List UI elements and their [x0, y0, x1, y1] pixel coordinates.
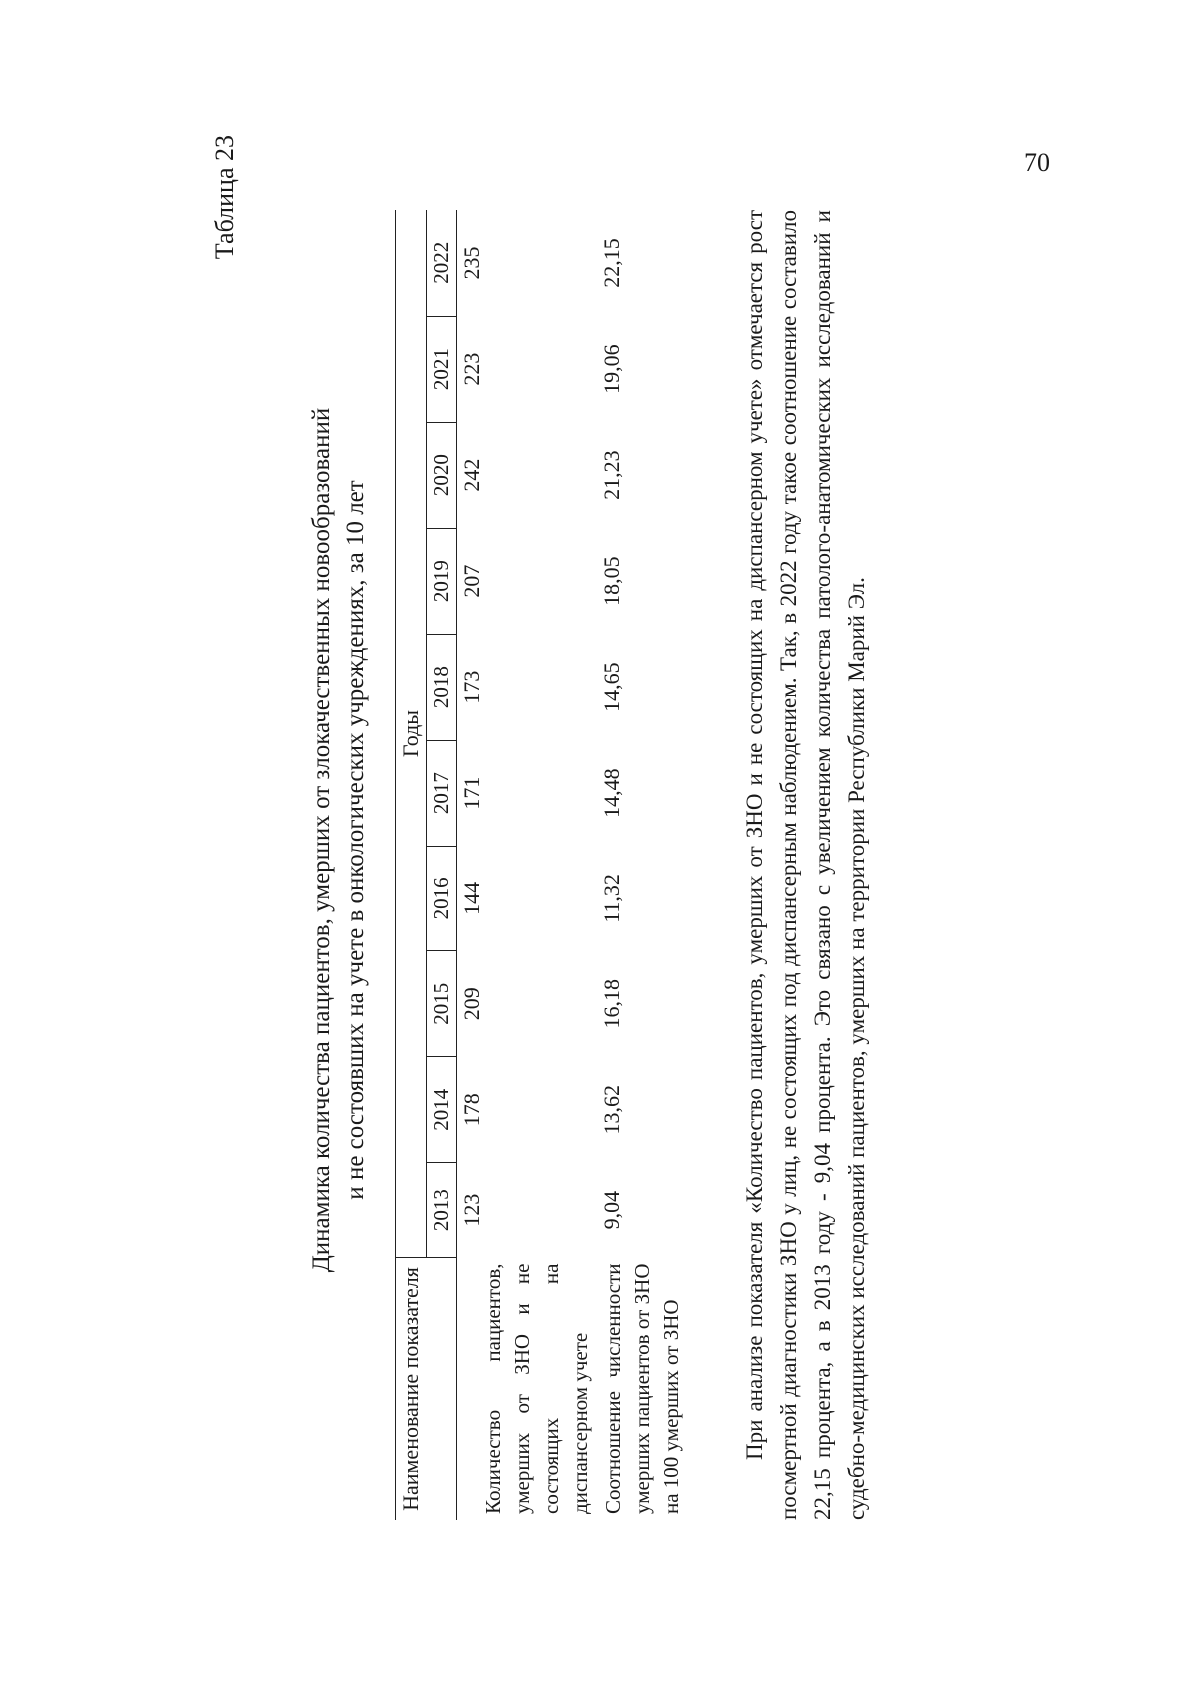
table-cell: 209	[459, 987, 484, 1021]
table-cell: 223	[459, 352, 484, 386]
year-header: 2021	[427, 316, 457, 422]
year-header: 2019	[427, 528, 457, 634]
table-cell: 9,04	[599, 1190, 624, 1230]
page-number: 70	[1024, 148, 1050, 177]
table-cell: 14,65	[599, 662, 624, 712]
table-label: Таблица 23	[210, 135, 239, 260]
data-table	[395, 210, 688, 1520]
table-cell: 242	[459, 458, 484, 492]
year-header: 2022	[427, 210, 457, 316]
table-row	[597, 210, 688, 1520]
table-cell: 171	[459, 776, 484, 810]
year-header: 2020	[427, 422, 457, 528]
year-header: 2018	[427, 634, 457, 740]
table-cell: 235	[459, 246, 484, 280]
table-row	[457, 210, 598, 1520]
row-name: Соотношение численности умерших пациентов от ЗНО на 100 умерших от ЗНО	[601, 1263, 683, 1514]
table-cell: 11,32	[599, 874, 624, 923]
header-row	[210, 120, 270, 1560]
table-title-line-1: Динамика количества пациентов, умерших от злокачественных новообразований	[308, 407, 335, 1273]
year-header: 2016	[427, 846, 457, 951]
year-header: 2017	[427, 740, 457, 846]
body-paragraph: При анализе показателя «Количество пациентов, умерших от ЗНО и не состоящих на диспансерном учете» отмечается рост посмертной диагностики ЗНО у лиц, не состоящих под диспансерным наблюдением. Так, в 2022 году такое соотношение составило 22,15 процента, а в 2013 году - 9,04 процента. Это связано с увеличением количества патолого-анатомических исследований и судебно-медицинских исследований пациентов, умерших на территории Республики Марий Эл.	[742, 210, 869, 1520]
table-cell: 173	[459, 670, 484, 704]
year-header: 2014	[427, 1057, 457, 1163]
table-cell: 14,48	[599, 768, 624, 818]
landscape-content	[210, 120, 930, 1560]
table-cell: 21,23	[599, 450, 624, 500]
year-header: 2013	[427, 1163, 457, 1258]
table-cell: 207	[459, 564, 484, 598]
table-cell: 19,06	[599, 344, 624, 394]
table-cell: 178	[459, 1093, 484, 1127]
name-column-header: Наименование показателя	[396, 1258, 457, 1521]
year-header: 2015	[427, 951, 457, 1057]
table-cell: 144	[459, 881, 484, 915]
row-name: Количество пациентов, умерших от ЗНО и не состоящих на диспансерном учете	[481, 1263, 592, 1514]
table-cell: 123	[459, 1193, 484, 1227]
table-header-row	[396, 210, 427, 1520]
years-header: Годы	[396, 210, 427, 1258]
table-title	[305, 260, 373, 1420]
table-cell: 13,62	[599, 1084, 624, 1135]
table-cell: 16,18	[599, 978, 624, 1029]
table-cell: 18,05	[599, 556, 624, 606]
table-title-line-2: и не состоявших на учете в онкологических учреждениях, за 10 лет	[342, 480, 369, 1200]
table-cell: 22,15	[599, 238, 624, 288]
